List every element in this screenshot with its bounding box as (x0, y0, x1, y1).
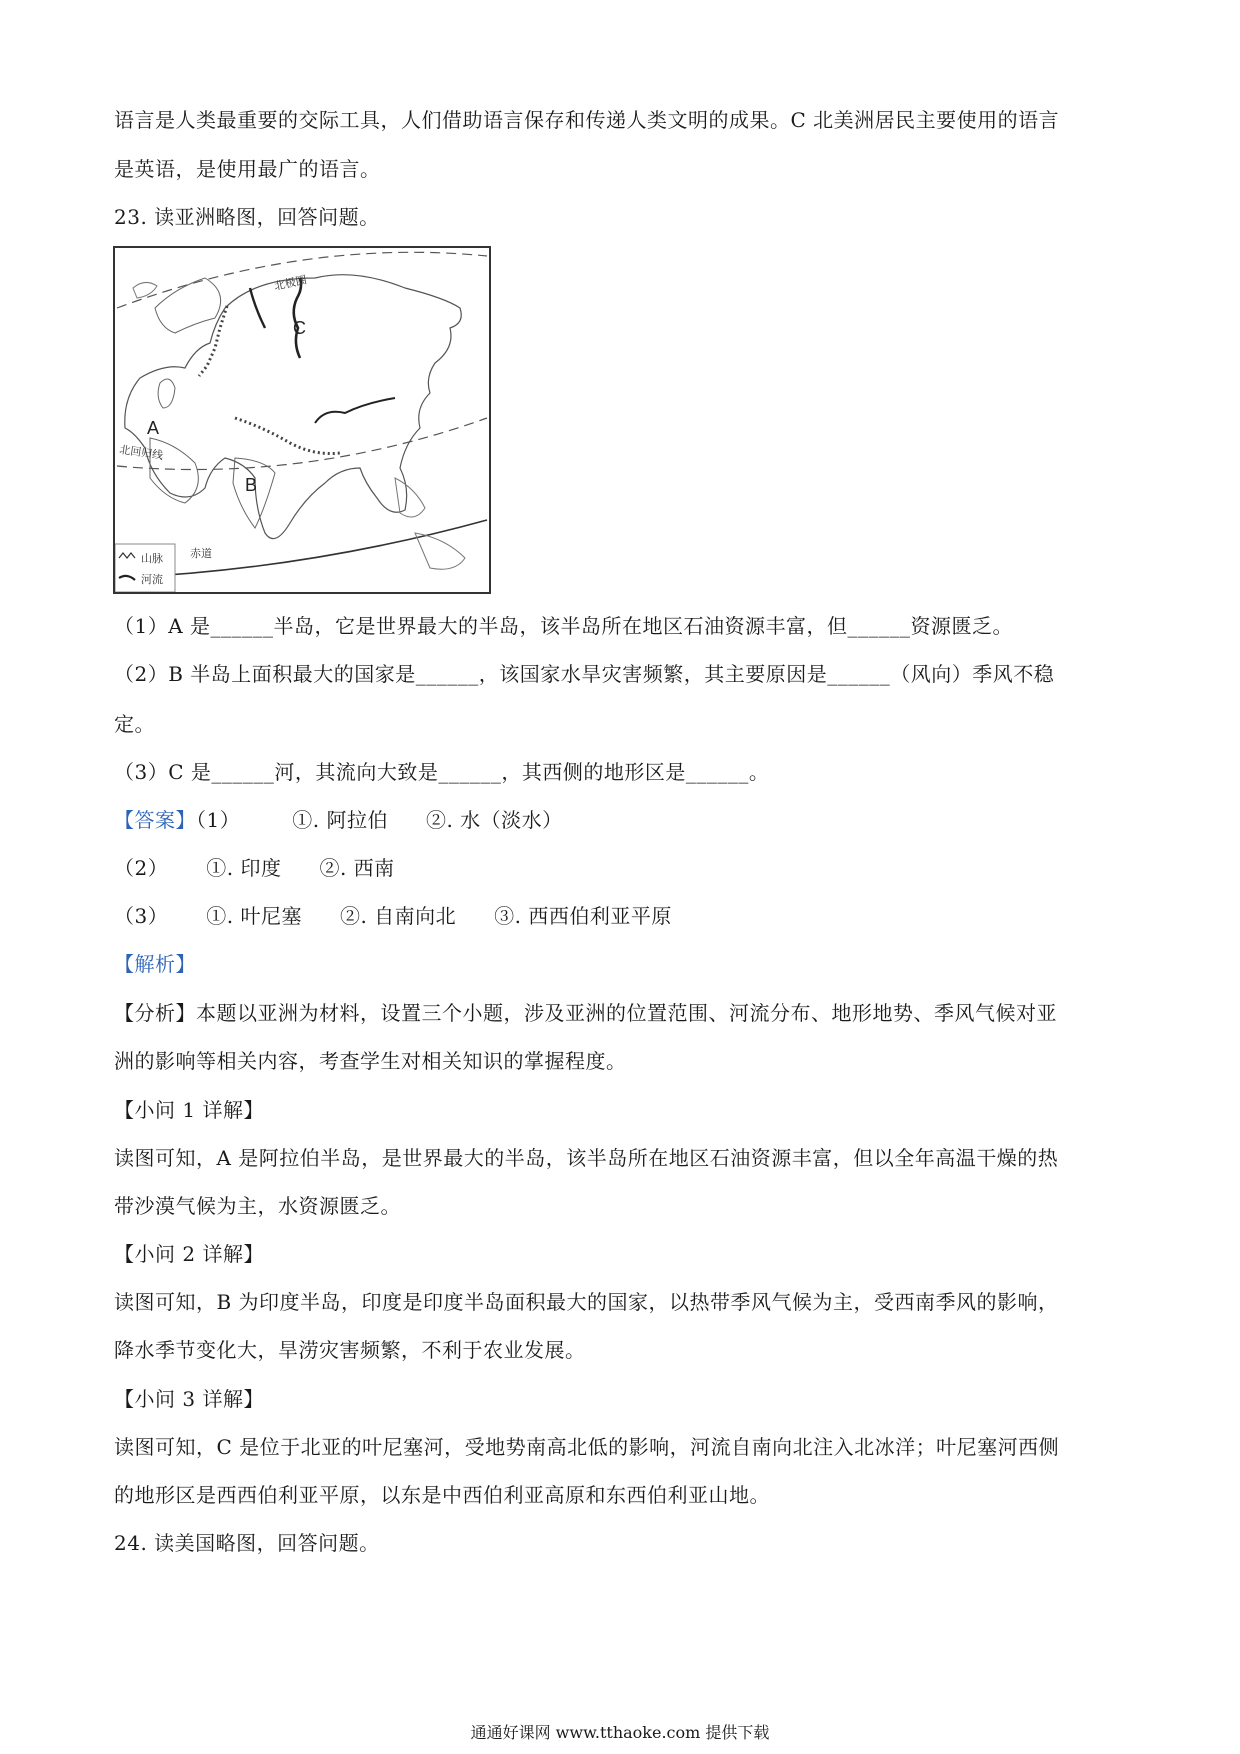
detail-1-line-2: 带沙漠气候为主，水资源匮乏。 (114, 1194, 401, 1218)
philippines-outline (395, 478, 425, 517)
answer-row-1 (114, 806, 1124, 834)
answer-3-a: ①. 叶尼塞 (206, 904, 302, 928)
map-label-b: B (245, 475, 258, 495)
scandinavia-outline (155, 278, 221, 333)
map-label-c: C (293, 318, 306, 338)
question-23-sub-3: （3）C 是______河，其流向大致是______，其西侧的地形区是______。 (114, 760, 770, 784)
detail-3-title: 【小问 3 详解】 (114, 1387, 264, 1411)
answer-3-num: （3） (114, 904, 169, 928)
answer-2-a: ①. 印度 (206, 856, 282, 880)
ural-mountains (199, 306, 227, 376)
detail-1-line-1: 读图可知，A 是阿拉伯半岛，是世界最大的半岛，该半岛所在地区石油资源丰富，但以全年高温干燥的热 (114, 1146, 1059, 1170)
answer-1-b: ②. 水（淡水） (425, 808, 563, 832)
question-23-sub-1: （1）A 是______半岛，它是世界最大的半岛，该半岛所在地区石油资源丰富，但______资源匮乏。 (114, 614, 1014, 638)
answer-3-c: ③. 西西伯利亚平原 (494, 904, 672, 928)
analysis-line-1: 【分析】本题以亚洲为材料，设置三个小题，涉及亚洲的位置范围、河流分布、地形地势、季风气候对亚 (114, 1001, 1057, 1025)
answer-3-b: ②. 自南向北 (339, 904, 457, 928)
page-footer: 通通好课网 www.tthaoke.com 提供下载 (470, 1723, 770, 1742)
question-23-sub-2a: （2）B 半岛上面积最大的国家是______，该国家水旱灾害频繁，其主要原因是______（风向）季风不稳 (114, 662, 1055, 686)
answer-row-3 (114, 902, 1124, 930)
answer-2-b: ②. 西南 (319, 856, 395, 880)
equator-label: 赤道 (190, 547, 212, 560)
detail-3-line-1: 读图可知，C 是位于北亚的叶尼塞河，受地势南高北低的影响，河流自南向北注入北冰洋；叶尼塞河西侧 (114, 1435, 1060, 1459)
legend-mountain-label: 山脉 (141, 552, 163, 565)
detail-2-title: 【小问 2 详解】 (114, 1242, 264, 1266)
answer-tag: 【答案】 (114, 808, 196, 832)
answer-1-a: ①. 阿拉伯 (292, 808, 388, 832)
analysis-line-2: 洲的影响等相关内容，考查学生对相关知识的掌握程度。 (114, 1049, 627, 1073)
legend-river-label: 河流 (141, 573, 163, 586)
answer-2-num: （2） (114, 856, 169, 880)
caspian-sea-outline (158, 379, 175, 408)
borneo-outline (415, 533, 465, 569)
detail-2-line-2: 降水季节变化大，旱涝灾害频繁，不利于农业发展。 (114, 1338, 586, 1362)
intro-line-1: 语言是人类最重要的交际工具，人们借助语言保存和传递人类文明的成果。C 北美洲居民主要使用的语言 (114, 108, 1060, 132)
yellow-river (315, 398, 395, 423)
detail-3-line-2: 的地形区是西西伯利亚平原，以东是中西伯利亚高原和东西伯利亚山地。 (114, 1483, 770, 1507)
question-23-sub-2b: 定。 (114, 712, 155, 736)
map-label-a: A (147, 418, 160, 438)
analysis-tag: 【解析】 (114, 952, 196, 976)
tropic-of-cancer-line (117, 418, 487, 470)
question-24-title: 24. 读美国略图，回答问题。 (114, 1531, 380, 1555)
answer-1-num: （1） (196, 808, 241, 832)
detail-1-title: 【小问 1 详解】 (114, 1098, 264, 1122)
asia-map-figure (113, 246, 491, 594)
asia-map-svg (115, 248, 489, 592)
tropic-label: 北回归线 (118, 443, 164, 463)
question-23-title: 23. 读亚洲略图，回答问题。 (114, 205, 380, 229)
answer-row-2 (114, 854, 1124, 882)
himalaya-mountains (235, 418, 340, 454)
intro-line-2: 是英语，是使用最广的语言。 (114, 157, 381, 181)
ob-river (250, 288, 265, 328)
arctic-circle-label: 北极圈 (272, 273, 308, 293)
detail-2-line-1: 读图可知，B 为印度半岛，印度是印度半岛面积最大的国家，以热带季风气候为主，受西南季风的影响， (114, 1290, 1059, 1314)
